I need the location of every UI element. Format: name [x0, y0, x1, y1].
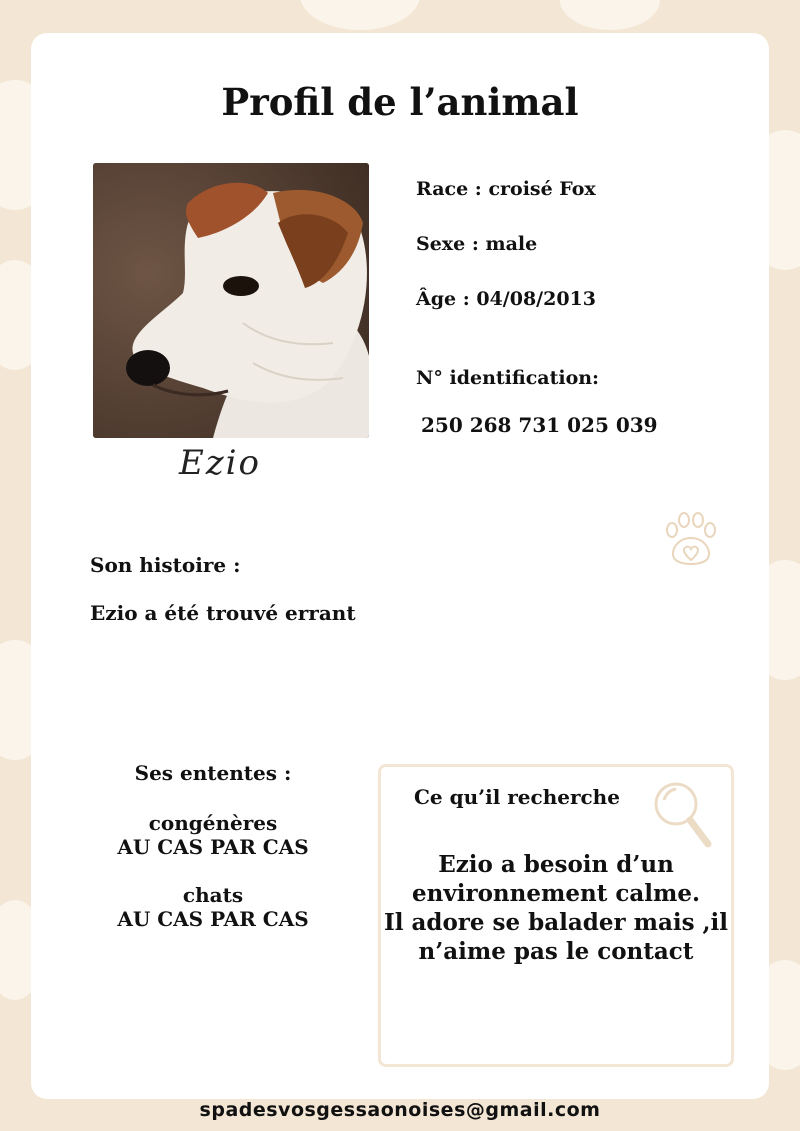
recherche-line: Ezio a besoin d’un [438, 851, 674, 878]
congeneres-value: AU CAS PAR CAS [117, 835, 309, 859]
page-title: Profil de l’animal [221, 80, 579, 124]
ententes-section [100, 761, 326, 931]
magnifier-icon [650, 778, 714, 858]
id-label: N° identification: [416, 367, 600, 389]
id-value: 250 268 731 025 039 [421, 413, 658, 437]
chats-value: AU CAS PAR CAS [117, 907, 309, 931]
recherche-text [378, 850, 734, 966]
paw-heart-icon [658, 508, 722, 576]
background-paw-shape [300, 0, 420, 30]
dog-photo-icon [93, 163, 369, 438]
histoire-label: Son histoire : [90, 553, 241, 577]
histoire-text: Ezio a été trouvé errant [90, 601, 356, 625]
footer-email: spadesvosgessaonoises@gmail.com [199, 1099, 601, 1121]
age-line: Âge : 04/08/2013 [416, 288, 596, 310]
sexe-line: Sexe : male [416, 233, 538, 255]
recherche-title: Ce qu’il recherche [414, 785, 620, 809]
pet-photo [93, 163, 369, 438]
chats-label: chats [182, 883, 244, 907]
pet-name-signature: Ezio [178, 443, 262, 483]
congeneres-label: congénères [148, 811, 278, 835]
recherche-line: n’aime pas le contact [418, 938, 694, 965]
recherche-line: environnement calme. [412, 880, 700, 907]
race-line: Race : croisé Fox [416, 178, 596, 200]
recherche-line: Il adore se balader mais ,il [383, 909, 729, 936]
background-paw-shape [560, 0, 660, 30]
ententes-label: Ses ententes : [134, 761, 292, 785]
